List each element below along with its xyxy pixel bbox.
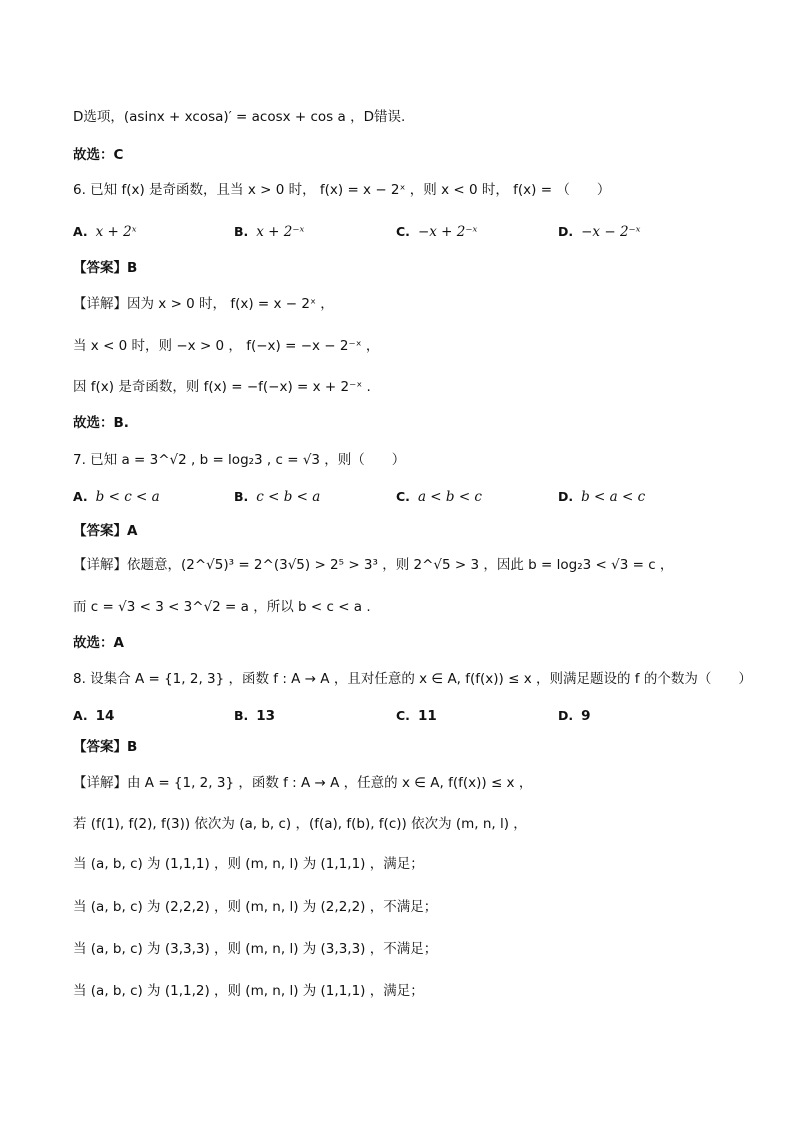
q7-option-d-label: D. bbox=[558, 489, 574, 504]
q6-option-c bbox=[396, 223, 477, 241]
q6-answer: 【答案】B bbox=[73, 260, 138, 276]
q7-option-b-text: c < b < a bbox=[256, 489, 321, 505]
q8-option-d-text: 9 bbox=[581, 708, 591, 724]
q7-option-c-text: a < b < c bbox=[417, 489, 482, 505]
q8-option-a-text: 14 bbox=[95, 708, 115, 724]
q6-option-a-text: x + 2ˣ bbox=[95, 224, 137, 240]
q7-option-b bbox=[234, 488, 320, 506]
q8-option-c-text: 11 bbox=[417, 708, 437, 724]
q8-option-a-label: A. bbox=[73, 708, 88, 723]
q7-option-c bbox=[396, 488, 482, 506]
q8-case-4: 当 (a, b, c) 为 (1,1,2) ，则 (m, n, l) 为 (1,1,1) ，满足； bbox=[73, 983, 424, 999]
q7-detail-2: 而 c = √3 < 3 < 3^√2 = a ，所以 b < c < a . bbox=[73, 599, 371, 615]
question-8: 8. 设集合 A = {1, 2, 3} ，函数 f : A → A ，且对任意的 x ∈ A, f(f(x)) ≤ x ，则满足题设的 f 的个数为（ ） bbox=[73, 671, 752, 687]
q7-option-d bbox=[558, 488, 645, 506]
q6-option-a bbox=[73, 223, 137, 241]
q6-option-d bbox=[558, 223, 640, 241]
q6-option-d-label: D. bbox=[558, 224, 574, 239]
q8-option-c bbox=[396, 707, 437, 725]
q8-option-d-label: D. bbox=[558, 708, 574, 723]
q7-option-c-label: C. bbox=[396, 489, 410, 504]
q7-option-a-text: b < c < a bbox=[95, 489, 160, 505]
q8-option-b-text: 13 bbox=[256, 708, 276, 724]
q7-choose: 故选：A bbox=[73, 635, 124, 651]
q7-option-d-text: b < a < c bbox=[581, 489, 646, 505]
choose-c-line: 故选：C bbox=[73, 147, 124, 163]
q6-detail-3: 因 f(x) 是奇函数，则 f(x) = −f(−x) = x + 2⁻ˣ . bbox=[73, 379, 371, 395]
q6-option-b bbox=[234, 223, 304, 241]
q8-option-a bbox=[73, 707, 114, 725]
q7-option-b-label: B. bbox=[234, 489, 249, 504]
q8-option-d bbox=[558, 707, 591, 725]
q8-case-2: 当 (a, b, c) 为 (2,2,2) ，则 (m, n, l) 为 (2,2,2) ，不满足； bbox=[73, 899, 438, 915]
q8-case-3: 当 (a, b, c) 为 (3,3,3) ，则 (m, n, l) 为 (3,3,3) ，不满足； bbox=[73, 941, 438, 957]
q8-detail-1: 【详解】由 A = {1, 2, 3} ，函数 f : A → A ，任意的 x ∈ A, f(f(x)) ≤ x ， bbox=[73, 775, 533, 791]
q8-detail-2: 若 (f(1), f(2), f(3)) 依次为 (a, b, c) ，(f(a), f(b), f(c)) 依次为 (m, n, l) ， bbox=[73, 816, 527, 832]
q7-option-a-label: A. bbox=[73, 489, 88, 504]
q6-detail-1: 【详解】因为 x > 0 时， f(x) = x − 2ˣ ， bbox=[73, 296, 334, 312]
q6-option-b-text: x + 2⁻ˣ bbox=[256, 224, 305, 240]
q8-option-b bbox=[234, 707, 275, 725]
q6-option-c-text: −x + 2⁻ˣ bbox=[417, 224, 478, 240]
q8-answer: 【答案】B bbox=[73, 739, 138, 755]
d-option-line: D选项，(asinx + xcosa)′ = acosx + cos a ，D错误. bbox=[73, 109, 406, 125]
q6-option-a-label: A. bbox=[73, 224, 88, 239]
question-6: 6. 已知 f(x) 是奇函数，且当 x > 0 时， f(x) = x − 2ˣ ，则 x < 0 时， f(x) = （ ） bbox=[73, 182, 611, 198]
q6-choose: 故选：B. bbox=[73, 415, 129, 431]
q8-option-c-label: C. bbox=[396, 708, 410, 723]
q8-case-1: 当 (a, b, c) 为 (1,1,1) ，则 (m, n, l) 为 (1,1,1) ，满足； bbox=[73, 856, 424, 872]
q7-detail-1: 【详解】依题意，(2^√5)³ = 2^(3√5) > 2⁵ > 3³ ，则 2^√5 > 3 ，因此 b = log₂3 < √3 = c ， bbox=[73, 557, 674, 573]
q6-option-b-label: B. bbox=[234, 224, 249, 239]
q6-option-d-text: −x − 2⁻ˣ bbox=[581, 224, 641, 240]
q7-answer: 【答案】A bbox=[73, 523, 138, 539]
question-7: 7. 已知 a = 3^√2 , b = log₂3 , c = √3 ，则（ ） bbox=[73, 452, 406, 468]
q8-option-b-label: B. bbox=[234, 708, 249, 723]
q6-detail-2: 当 x < 0 时，则 −x > 0 ， f(−x) = −x − 2⁻ˣ ， bbox=[73, 338, 380, 354]
q6-option-c-label: C. bbox=[396, 224, 410, 239]
q7-option-a bbox=[73, 488, 160, 506]
